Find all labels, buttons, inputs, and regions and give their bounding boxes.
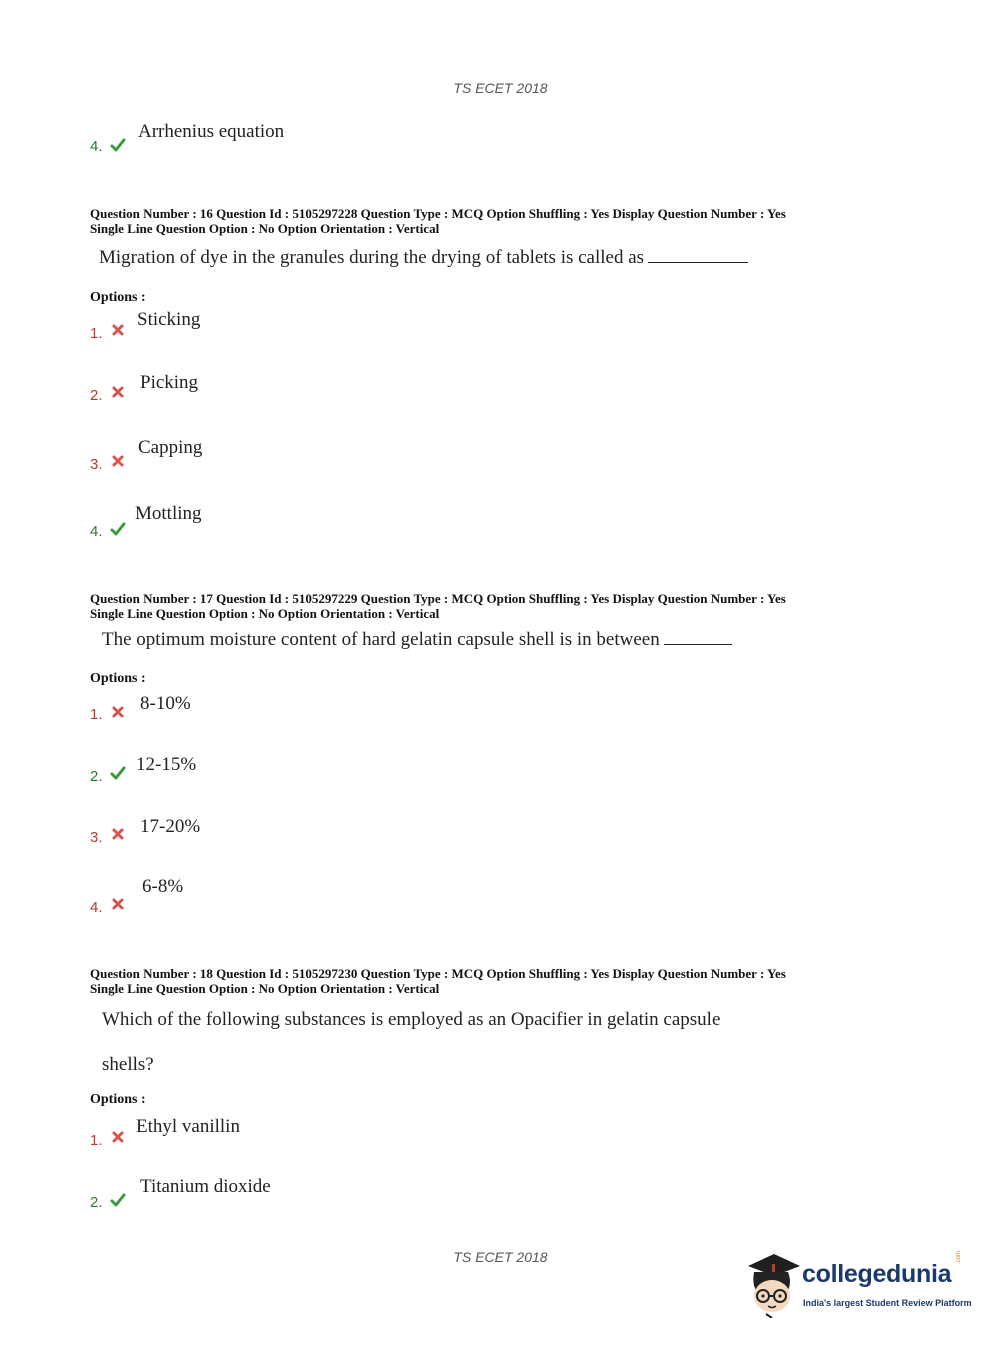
option-number: 1.	[90, 706, 103, 723]
question-text-content: Migration of dye in the granules during the drying of tablets is called as	[99, 247, 645, 268]
cross-icon	[110, 826, 126, 842]
option-text: Capping	[138, 437, 203, 458]
cross-icon	[110, 322, 126, 338]
option-text: 8-10%	[140, 693, 191, 714]
option-number: 3.	[90, 829, 103, 846]
option-number: 2.	[90, 768, 103, 785]
page-header: TS ECET 2018	[453, 80, 548, 96]
question-text	[102, 629, 732, 651]
option-text: Picking	[140, 372, 199, 393]
option-number: 2.	[90, 1194, 103, 1211]
option-number: 4.	[90, 523, 103, 540]
cross-icon	[110, 704, 126, 720]
question-text: Which of the following substances is employed as an Opacifier in gelatin capsule	[102, 1009, 721, 1030]
mascot-icon	[742, 1250, 802, 1318]
option-number: 3.	[90, 456, 103, 473]
option-number: 1.	[90, 1132, 103, 1149]
page-footer: TS ECET 2018	[453, 1249, 548, 1265]
question-meta: Single Line Question Option : No Option Orientation : Vertical	[90, 606, 440, 621]
question-text: shells?	[102, 1054, 154, 1075]
answer-blank	[664, 630, 732, 645]
option-text: Titanium dioxide	[140, 1176, 271, 1197]
question-meta: Question Number : 17 Question Id : 5105297229 Question Type : MCQ Option Shuffling : Yes Display Question Number : Yes	[90, 591, 786, 606]
answer-blank	[648, 248, 748, 263]
check-icon	[110, 521, 126, 537]
question-text	[99, 247, 748, 269]
option-text: Ethyl vanillin	[136, 1116, 240, 1137]
brand-name: collegedunia	[802, 1260, 952, 1288]
cross-icon	[110, 1129, 126, 1145]
question-meta: Single Line Question Option : No Option Orientation : Vertical	[90, 981, 440, 996]
options-label: Options :	[90, 1092, 146, 1107]
option-text: Sticking	[137, 309, 201, 330]
check-icon	[110, 137, 126, 153]
option-text: Mottling	[135, 503, 202, 524]
brand-domain: .com	[956, 1250, 962, 1264]
option-text: Arrhenius equation	[138, 121, 285, 142]
collegedunia-logo	[742, 1250, 972, 1320]
brand-tagline: India's largest Student Review Platform	[803, 1298, 972, 1308]
option-number: 2.	[90, 387, 103, 404]
check-icon	[110, 765, 126, 781]
cross-icon	[110, 896, 126, 912]
option-number: 1.	[90, 325, 103, 342]
option-number: 4.	[90, 899, 103, 916]
option-text: 6-8%	[142, 876, 184, 897]
options-label: Options :	[90, 290, 146, 305]
option-text: 17-20%	[140, 816, 201, 837]
question-meta: Single Line Question Option : No Option Orientation : Vertical	[90, 221, 440, 236]
option-text: 12-15%	[136, 754, 197, 775]
options-label: Options :	[90, 671, 146, 686]
cross-icon	[110, 453, 126, 469]
cross-icon	[110, 384, 126, 400]
check-icon	[110, 1192, 126, 1208]
question-meta: Question Number : 16 Question Id : 5105297228 Question Type : MCQ Option Shuffling : Yes Display Question Number : Yes	[90, 206, 786, 221]
option-number: 4.	[90, 138, 103, 155]
question-text-content: The optimum moisture content of hard gelatin capsule shell is in between	[102, 629, 660, 650]
question-meta: Question Number : 18 Question Id : 5105297230 Question Type : MCQ Option Shuffling : Yes Display Question Number : Yes	[90, 966, 786, 981]
